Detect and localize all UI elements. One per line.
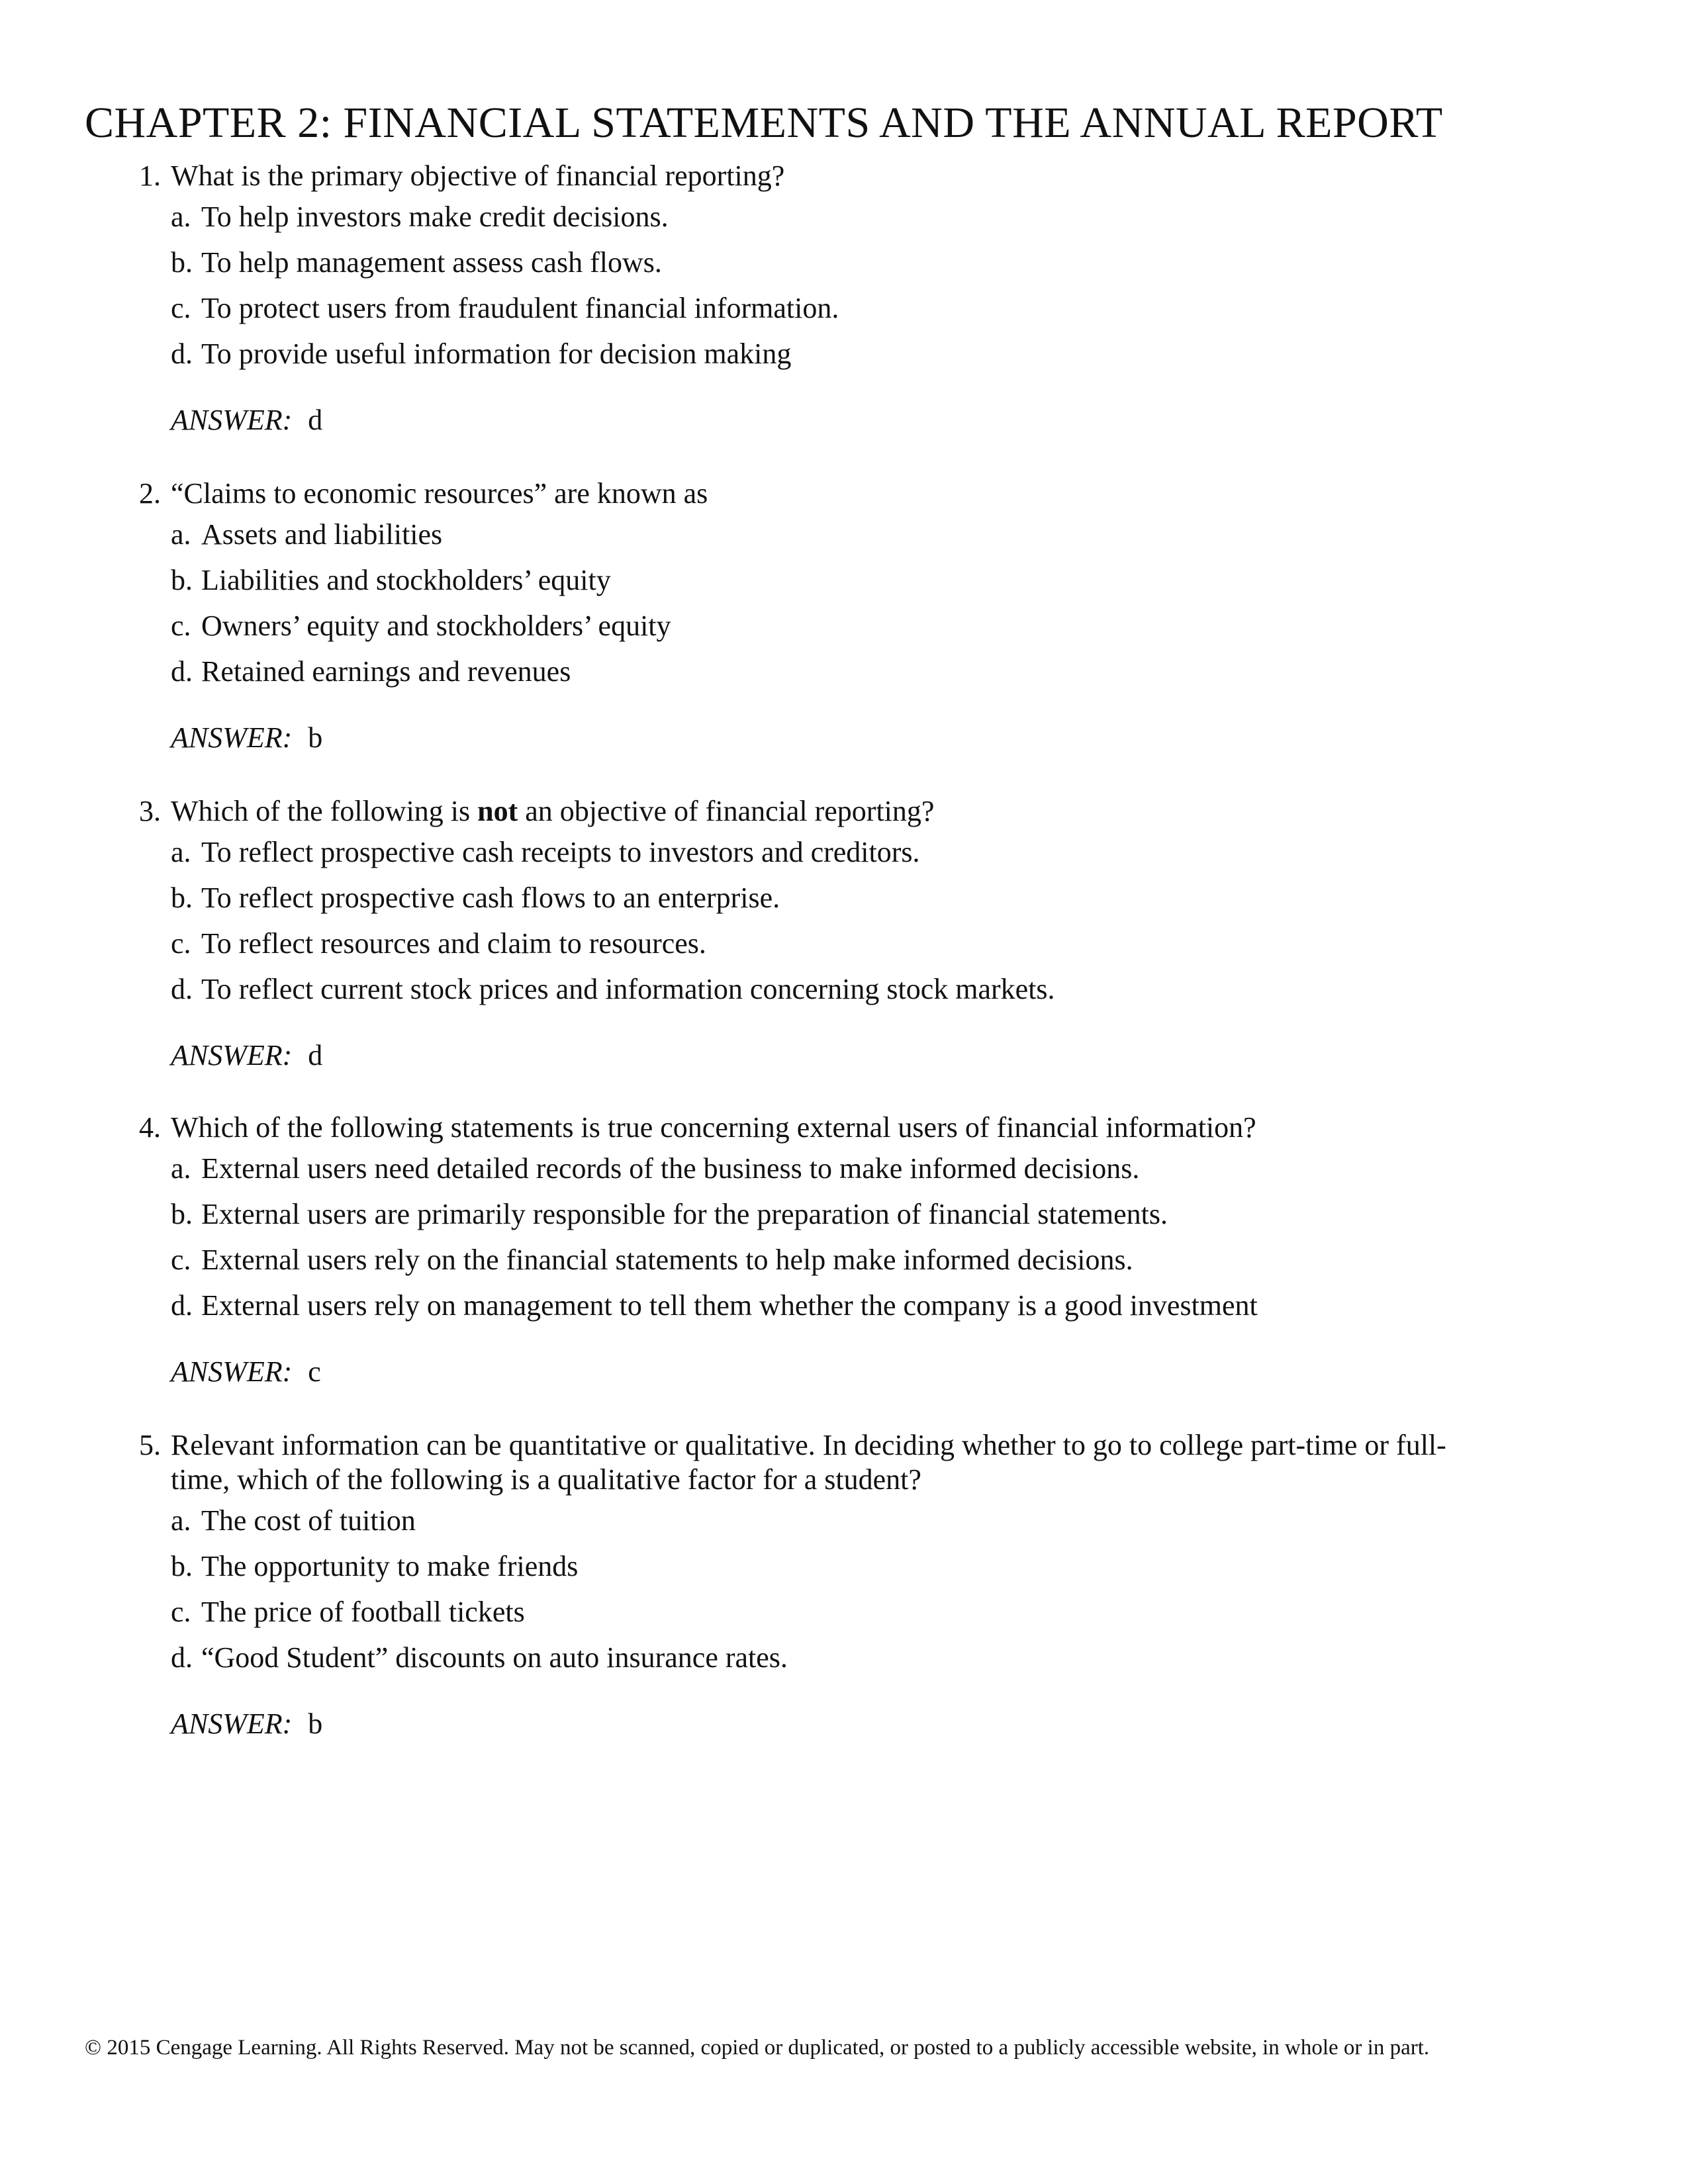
option-text: The opportunity to make friends — [201, 1550, 579, 1582]
option-letter: d. — [171, 338, 193, 370]
question-text-line-2: time, which of the following is a qualitative factor for a student? — [171, 1463, 921, 1496]
option-letter: b. — [171, 1198, 193, 1230]
option-a — [171, 1152, 1258, 1197]
page-title: CHAPTER 2: FINANCIAL STATEMENTS AND THE ANNUAL REPORT — [85, 99, 1443, 147]
option-a — [171, 518, 671, 563]
question-stem — [139, 794, 1463, 829]
option-letter: a. — [171, 1504, 191, 1537]
question-number: 3. — [139, 795, 161, 827]
option-d — [171, 655, 671, 700]
question-stem — [139, 1111, 1463, 1145]
option-text: External users rely on the financial statements to help make informed decisions. — [201, 1244, 1133, 1276]
option-letter: b. — [171, 882, 193, 914]
option-text: To help investors make credit decisions. — [201, 201, 669, 233]
option-letter: c. — [171, 1596, 191, 1628]
question-text: What is the primary objective of financial reporting? — [171, 159, 785, 192]
answer-label: ANSWER: — [171, 1039, 293, 1071]
option-c — [171, 291, 839, 337]
answer-line — [171, 1355, 321, 1389]
answer-label: ANSWER: — [171, 721, 293, 754]
option-text: Retained earnings and revenues — [201, 655, 571, 688]
option-text: To reflect resources and claim to resources. — [201, 927, 706, 960]
question-text — [139, 1428, 1463, 1497]
answer-options — [171, 835, 1055, 1018]
question-text: “Claims to economic resources” are known as — [171, 477, 708, 510]
question-text-line-1: Relevant information can be quantitative or qualitative. In deciding whether to go to college part-time or full- — [171, 1429, 1446, 1461]
question-number: 5. — [139, 1429, 161, 1461]
answer-label: ANSWER: — [171, 404, 293, 436]
option-text: Liabilities and stockholders’ equity — [201, 564, 611, 596]
answer-label: ANSWER: — [171, 1707, 293, 1740]
answer-value: c — [308, 1355, 321, 1388]
option-text: “Good Student” discounts on auto insurance rates. — [201, 1641, 788, 1674]
option-letter: b. — [171, 564, 193, 596]
option-b — [171, 246, 839, 291]
answer-options — [171, 518, 671, 700]
option-letter: c. — [171, 1244, 191, 1276]
option-text: To reflect prospective cash flows to an enterprise. — [201, 882, 780, 914]
option-letter: d. — [171, 1289, 193, 1322]
option-b — [171, 1549, 788, 1595]
answer-line — [171, 403, 322, 437]
option-letter: a. — [171, 836, 191, 868]
option-a — [171, 835, 1055, 881]
option-a — [171, 1504, 788, 1549]
option-text: Assets and liabilities — [201, 518, 443, 551]
option-letter: d. — [171, 655, 193, 688]
question-number: 1. — [139, 159, 161, 192]
answer-value: d — [308, 404, 323, 436]
option-d — [171, 1289, 1258, 1334]
option-text: Owners’ equity and stockholders’ equity — [201, 610, 671, 642]
answer-line — [171, 1707, 322, 1741]
option-text: To help management assess cash flows. — [201, 246, 662, 279]
answer-options — [171, 1504, 788, 1686]
option-c — [171, 1595, 788, 1641]
answer-value: b — [308, 721, 323, 754]
option-d — [171, 337, 839, 383]
option-text: External users rely on management to tell them whether the company is a good investment — [201, 1289, 1258, 1322]
option-text: To provide useful information for decision making — [201, 338, 792, 370]
option-letter: b. — [171, 1550, 193, 1582]
copyright-footer: © 2015 Cengage Learning. All Rights Reserved. May not be scanned, copied or duplicated, or posted to a publicly accessible website, in whole or in part. — [85, 2036, 1430, 2060]
answer-options — [171, 1152, 1258, 1334]
option-c — [171, 1243, 1258, 1289]
option-text: The price of football tickets — [201, 1596, 525, 1628]
option-c — [171, 609, 671, 655]
option-d — [171, 972, 1055, 1018]
option-letter: b. — [171, 246, 193, 279]
option-a — [171, 200, 839, 246]
option-letter: d. — [171, 1641, 193, 1674]
question-number: 4. — [139, 1111, 161, 1144]
option-b — [171, 563, 671, 609]
option-b — [171, 1197, 1258, 1243]
option-text: To protect users from fraudulent financial information. — [201, 292, 839, 324]
option-letter: a. — [171, 518, 191, 551]
option-d — [171, 1641, 788, 1686]
option-text: To reflect current stock prices and information concerning stock markets. — [201, 973, 1055, 1005]
question-stem — [139, 477, 1463, 511]
option-letter: a. — [171, 1152, 191, 1185]
answer-options — [171, 200, 839, 383]
option-letter: c. — [171, 292, 191, 324]
answer-line — [171, 1038, 322, 1073]
option-text: To reflect prospective cash receipts to investors and creditors. — [201, 836, 920, 868]
option-letter: d. — [171, 973, 193, 1005]
emphasis-not: not — [477, 795, 518, 827]
answer-line — [171, 721, 322, 755]
question-text: Which of the following statements is true concerning external users of financial information? — [171, 1111, 1256, 1144]
option-c — [171, 927, 1055, 972]
option-text: External users are primarily responsible for the preparation of financial statements. — [201, 1198, 1168, 1230]
question-number: 2. — [139, 477, 161, 510]
question-stem — [139, 1428, 1463, 1497]
answer-value: d — [308, 1039, 323, 1071]
option-letter: c. — [171, 610, 191, 642]
question-text: Which of the following is not an objective of financial reporting? — [171, 795, 935, 827]
answer-label: ANSWER: — [171, 1355, 293, 1388]
answer-value: b — [308, 1707, 323, 1740]
option-letter: c. — [171, 927, 191, 960]
option-text: The cost of tuition — [201, 1504, 416, 1537]
option-text: External users need detailed records of the business to make informed decisions. — [201, 1152, 1140, 1185]
option-letter: a. — [171, 201, 191, 233]
option-b — [171, 881, 1055, 927]
question-stem — [139, 159, 1463, 193]
